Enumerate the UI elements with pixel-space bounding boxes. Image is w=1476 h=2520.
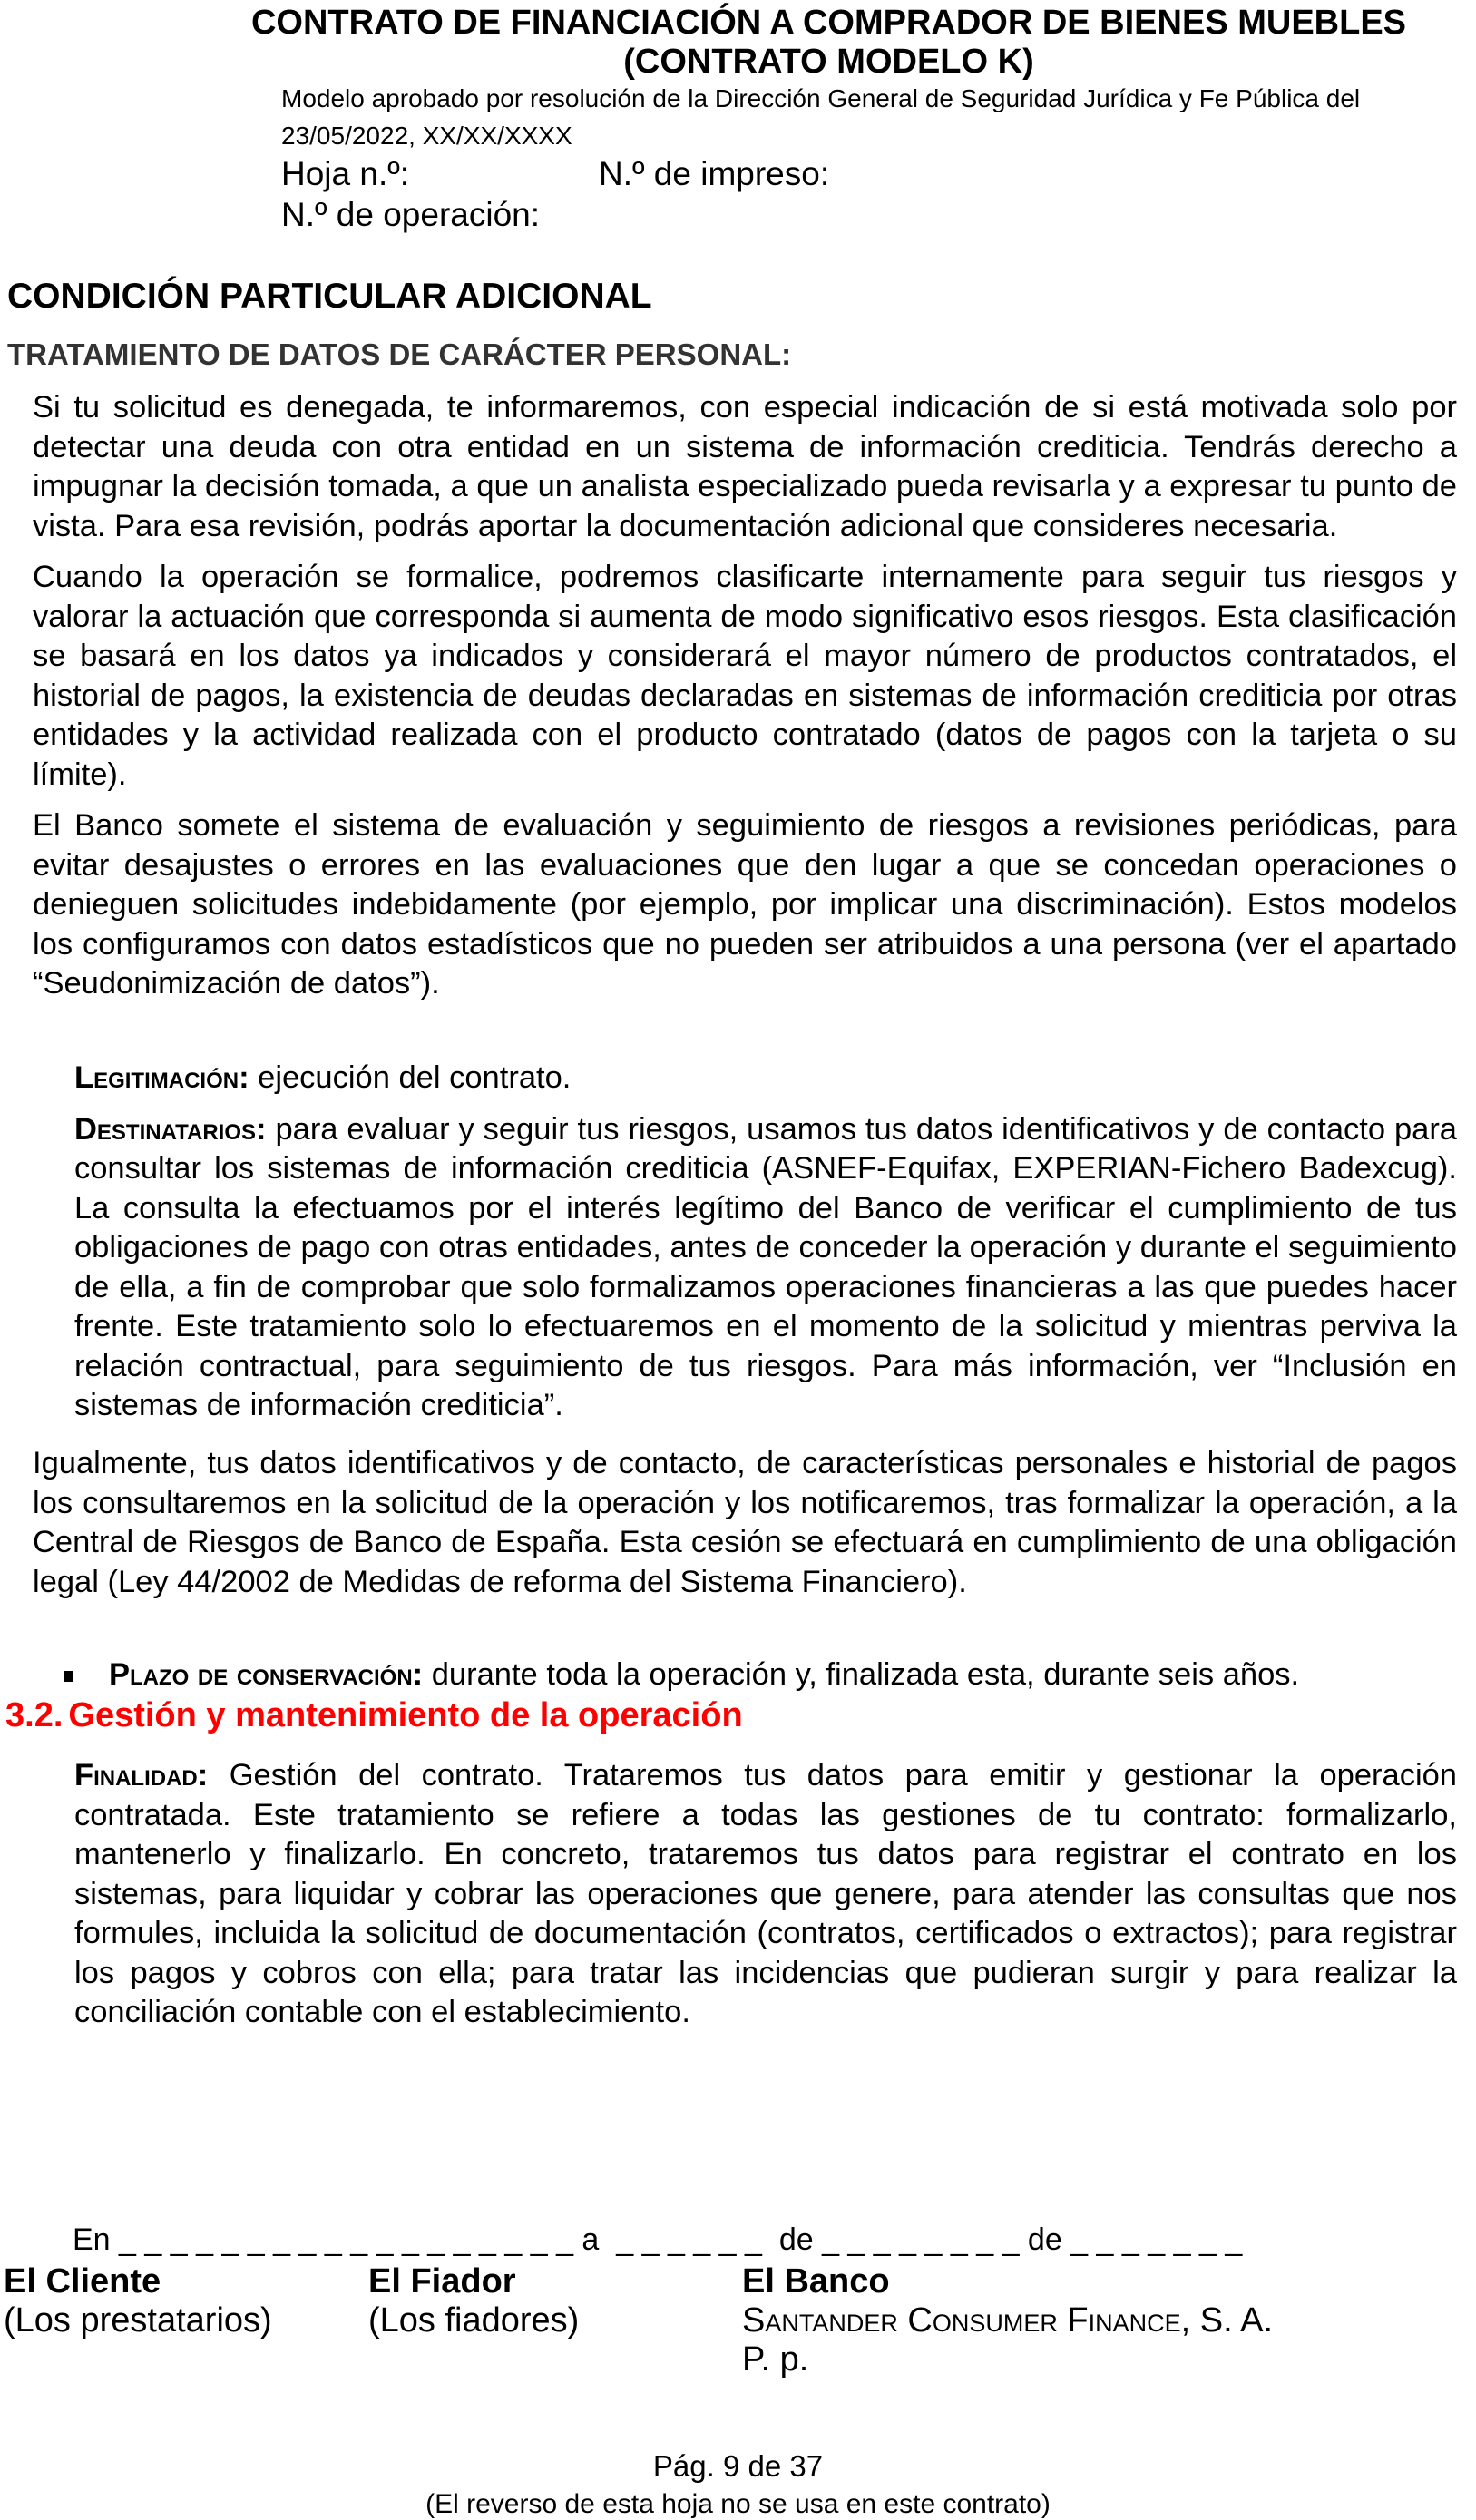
legitimacion-text: ejecución del contrato.	[249, 1060, 572, 1095]
finalidad	[74, 1756, 1457, 2033]
approval-line-1: Modelo aprobado por resolución de la Dirección General de Seguridad Jurídica y Fe Pública del	[281, 84, 1361, 112]
legitimacion	[74, 1059, 1457, 1438]
section-subheading: TRATAMIENTO DE DATOS DE CARÁCTER PERSONAL:	[7, 337, 792, 371]
bank-signature	[742, 2262, 1273, 2379]
approval-note	[281, 80, 1470, 154]
legitimacion-label: Legitimación:	[74, 1060, 249, 1095]
title-line-2: (CONTRATO MODELO K)	[623, 43, 1034, 81]
body-paragraphs	[33, 388, 1457, 1016]
destinatarios-label: Destinatarios:	[74, 1111, 267, 1147]
sheet-label: Hoja n.º:	[281, 155, 410, 192]
document-title	[0, 4, 1476, 82]
client-sub: (Los prestatarios)	[4, 2301, 272, 2339]
form-number-label: N.º de impreso:	[599, 155, 830, 192]
title-line-1: CONTRATO DE FINANCIACIÓN A COMPRADOR DE BIENES MUEBLES	[250, 4, 1407, 42]
igualmente-paragraph: Igualmente, tus datos identificativos y de contacto, de características personales e historial de pagos los consultaremos en la solicitud de la operación y los notificaremos, tras formalizar la operación, a la Central de Riesgos de Banco de España. Esta cesión se efectuará en cumplimiento de una obligación legal (Ley 44/2002 de Medidas de reforma del Sistema Financiero).	[33, 1446, 1457, 1599]
page-number: Pág. 9 de 37	[652, 2449, 824, 2483]
finalidad-label: Finalidad:	[74, 1758, 209, 1792]
operation-number-label: N.º de operación:	[281, 196, 541, 233]
plazo-label: Plazo de conservación:	[109, 1657, 424, 1692]
paragraph: Si tu solicitud es denegada, te informaremos, con especial indicación de si está motivada solo por detectar una deuda con otra entidad en un sistema de información crediticia. Tendrás derecho a impugnar la decisión tomada, a que un analista especializado pueda revisarla y a expresar tu punto de vista. Para esa revisión, podrás aportar la documentación adicional que consideres necesaria.	[33, 390, 1457, 543]
bank-title: El Banco	[742, 2262, 890, 2300]
paragraph: El Banco somete el sistema de evaluación y seguimiento de riesgos a revisiones periódicas, para evitar desajustes o errores en las evaluaciones que den lugar a que se concedan operaciones o denieguen solicitudes indebidamente (por ejemplo, por implicar una discriminación). Estos modelos los configuramos con datos estadísticos que no pueden ser atribuidos a una persona (ver el apartado “Seudonimización de datos”).	[33, 808, 1457, 1001]
section-number: 3.2.	[5, 1696, 64, 1734]
destinatarios-text: para evaluar y seguir tus riesgos, usamos tus datos identificativos y de contacto para consultar los sistemas de información crediticia (ASNEF-Equifax, EXPERIAN-Fichero Badexcug). La consulta la efectuamos por el interés legítimo del Banco de verificar el cumplimiento de tus obligaciones de pago con otras entidades, antes de conceder la operación y durante el seguimiento de ella, a fin de comprobar que solo formalizamos operaciones financieras a las que puedes hacer frente. Este tratamiento solo lo efectuaremos en el momento de la solicitud y mientras perviva la relación contractual, para seguimiento de tus riesgos. Para más información, ver “Inclusión en sistemas de información crediticia”.	[74, 1111, 1457, 1422]
bank-name: Santander Consumer Finance, S. A.	[742, 2301, 1274, 2339]
reverse-note: (El reverso de esta hoja no se usa en este contrato)	[425, 2489, 1051, 2519]
guarantor-title: El Fiador	[368, 2262, 516, 2300]
plazo-text: durante toda la operación y, finalizada esta, durante seis años.	[423, 1657, 1300, 1692]
bullet-icon	[64, 1671, 73, 1682]
guarantor-sub: (Los fiadores)	[368, 2301, 580, 2339]
place-date-line: En _ _ _ _ _ _ _ _ _ _ _ _ _ _ _ _ _ _ a _ _ _ _ _ _ de _ _ _ _ _ _ _ _ de _ _ _ _ _ _ _	[73, 2222, 1243, 2257]
plazo-item	[64, 1656, 1461, 1695]
client-signature	[4, 2262, 272, 2340]
approval-line-2: 23/05/2022, XX/XX/XXXX	[281, 122, 572, 150]
guarantor-signature	[368, 2262, 579, 2340]
section-title: Gestión y mantenimiento de la operación	[68, 1696, 743, 1734]
section-3-2-heading	[5, 1696, 743, 1735]
paragraph: Cuando la operación se formalice, podremos clasificarte internamente para seguir tus riesgos y valorar la actuación que corresponda si aumenta de modo significativo esos riesgos. Esta clasificación se basará en los datos ya indicados y considerará el mayor número de productos contratados, el historial de pagos, la existencia de deudas declaradas en sistemas de información crediticia por otras entidades y la actividad realizada con el producto contratado (datos de pagos con la tarjeta o su límite).	[33, 560, 1457, 792]
bank-pp: P. p.	[742, 2340, 809, 2378]
client-title: El Cliente	[4, 2262, 161, 2300]
section-heading: CONDICIÓN PARTICULAR ADICIONAL	[7, 277, 652, 316]
finalidad-text: Gestión del contrato. Trataremos tus datos para emitir y gestionar la operación contratada. Este tratamiento se refiere a todas las gestiones de tu contrato: formalizarlo, mantenerlo y finalizarlo. En concreto, trataremos tus datos para registrar el contrato en los sistemas, para liquidar y cobrar las operaciones que genere, para atender las consultas que nos formules, incluida la solicitud de documentación (contratos, certificados o extractos); para registrar los pagos y cobros con ella; para tratar las incidencias que pudieran surgir y para realizar la conciliación contable con el establecimiento.	[74, 1758, 1457, 2029]
